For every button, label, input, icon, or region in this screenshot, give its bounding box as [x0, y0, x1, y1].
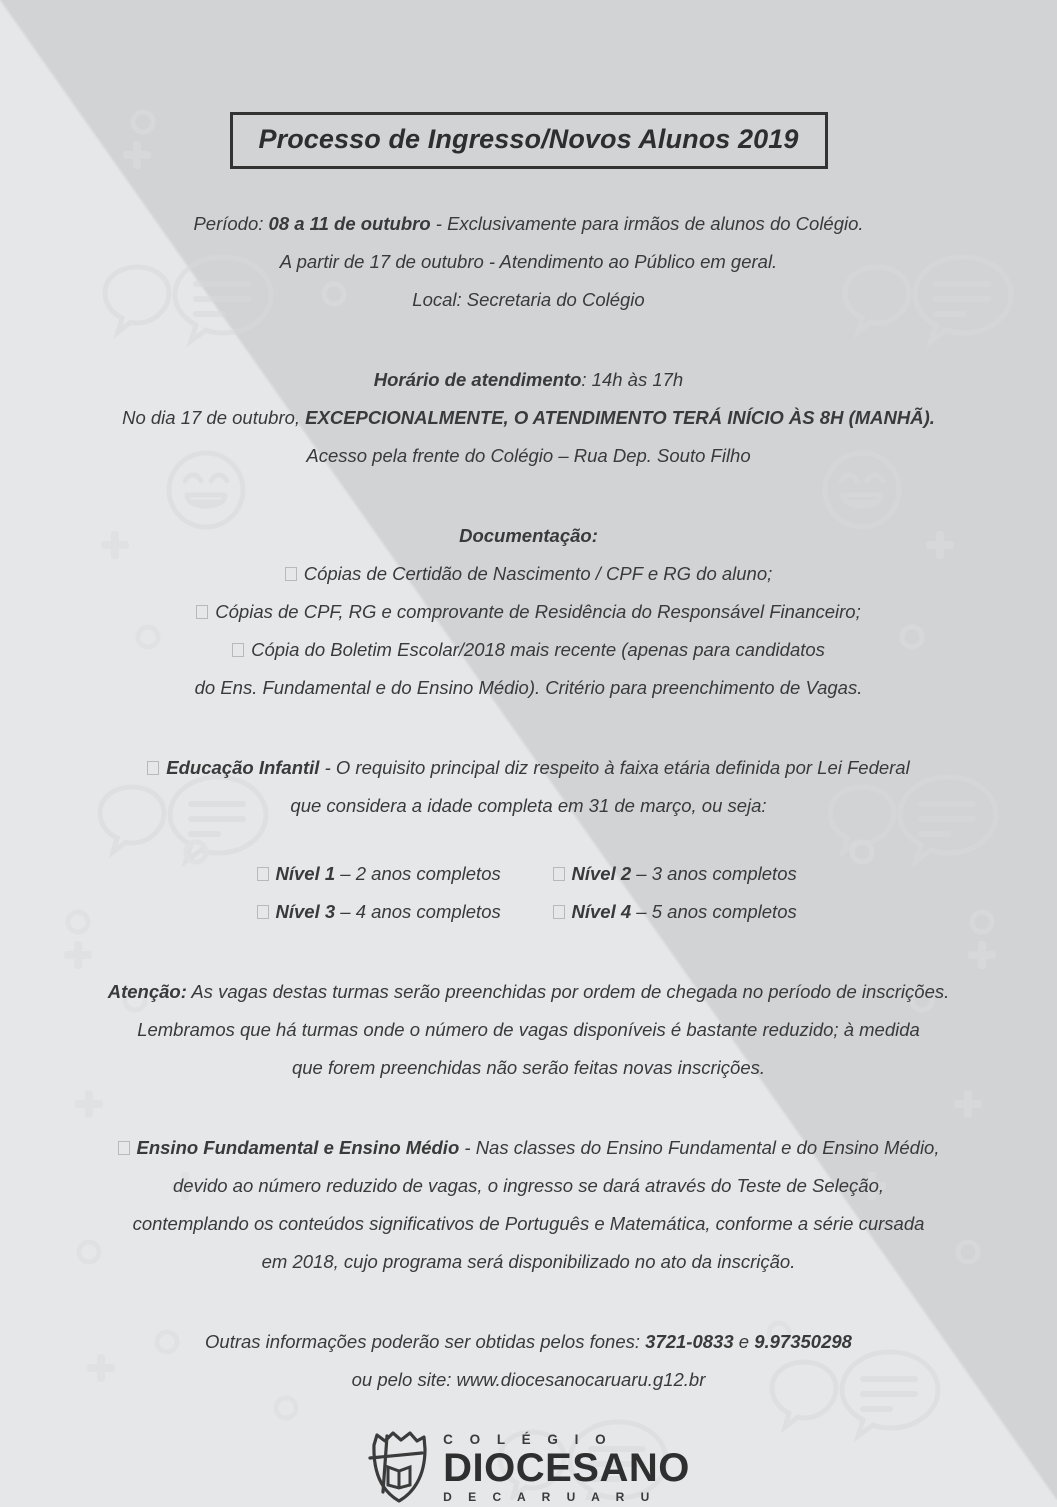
- ensino-line-3: contemplando os conteúdos significativos de Português e Matemática, conforme a série cursada: [132, 1213, 925, 1234]
- period-line-2: A partir de 17 de outubro - Atendimento ao Público em geral.: [279, 251, 778, 272]
- schedule-line-3: Acesso pela frente do Colégio – Rua Dep. Souto Filho: [306, 445, 751, 466]
- nivel-3-desc: – 4 anos completos: [340, 901, 501, 922]
- checkbox-icon: [257, 867, 269, 881]
- contact-phone-1[interactable]: 3721-0833: [645, 1331, 734, 1352]
- nivel-item-4: [553, 893, 801, 931]
- page-title-box: [230, 112, 828, 169]
- niveis-row-1: [257, 855, 801, 893]
- niveis-grid: [257, 855, 801, 931]
- period-line-1: [0, 205, 1057, 243]
- nivel-4-desc: – 5 anos completos: [636, 901, 797, 922]
- period-label: Período:: [193, 213, 264, 234]
- checkbox-icon: [553, 905, 565, 919]
- logo-wordmark: [443, 1433, 690, 1504]
- documentation-item-3-text: Cópia do Boletim Escolar/2018 mais recente (apenas para candidatos: [251, 639, 825, 660]
- educacao-infantil-line-2: que considera a idade completa em 31 de março, ou seja:: [290, 795, 767, 816]
- nivel-2-name: Nível 2: [571, 863, 632, 884]
- ensino-line-2: devido ao número reduzido de vagas, o ingresso se dará através do Teste de Seleção,: [173, 1175, 884, 1196]
- educacao-infantil-block: [0, 749, 1057, 931]
- school-logo: [0, 1429, 1057, 1507]
- niveis-row-2: [257, 893, 801, 931]
- educacao-infantil-line-1: [0, 749, 1057, 787]
- atencao-line-2: Lembramos que há turmas onde o número de vagas disponíveis é bastante reduzido; à medida: [137, 1019, 920, 1040]
- nivel-2-desc: – 3 anos completos: [636, 863, 797, 884]
- nivel-item-2: [553, 855, 801, 893]
- contact-website[interactable]: ou pelo site: www.diocesanocaruaru.g12.br: [351, 1369, 706, 1390]
- documentation-item-1: [0, 555, 1057, 593]
- nivel-item-3: [257, 893, 505, 931]
- documentation-item-2: [0, 593, 1057, 631]
- period-dates: 08 a 11 de outubro: [268, 213, 431, 234]
- period-block: [0, 205, 1057, 319]
- nivel-4-name: Nível 4: [571, 901, 632, 922]
- nivel-1-desc: – 2 anos completos: [340, 863, 501, 884]
- ensino-block: [0, 1129, 1057, 1281]
- checkbox-icon: [257, 905, 269, 919]
- documentation-item-3-continued: do Ens. Fundamental e do Ensino Médio). Critério para preenchimento de Vagas.: [194, 677, 863, 698]
- educacao-infantil-label: Educação Infantil: [166, 757, 320, 778]
- educacao-infantil-text: - O requisito principal diz respeito à faixa etária definida por Lei Federal: [324, 757, 910, 778]
- logo-main-text: DIOCESANO: [443, 1446, 690, 1491]
- documentation-heading: Documentação:: [459, 525, 598, 546]
- atencao-line-1: [0, 973, 1057, 1011]
- atencao-line-3: que forem preenchidas não serão feitas novas inscrições.: [291, 1057, 766, 1078]
- atencao-text: As vagas destas turmas serão preenchidas por ordem de chegada no período de inscrições.: [191, 981, 950, 1002]
- schedule-line-2: [0, 399, 1057, 437]
- documentation-item-1-text: Cópias de Certidão de Nascimento / CPF e RG do aluno;: [303, 563, 773, 584]
- checkbox-icon: [232, 643, 244, 657]
- documentation-block: [0, 517, 1057, 707]
- ensino-line-4: em 2018, cujo programa será disponibilizado no ato da inscrição.: [261, 1251, 796, 1272]
- contact-prefix: Outras informações poderão ser obtidas pelos fones:: [205, 1331, 641, 1352]
- ensino-text: - Nas classes do Ensino Fundamental e do Ensino Médio,: [464, 1137, 940, 1158]
- contact-conjunction: e: [738, 1331, 750, 1352]
- checkbox-icon: [553, 867, 565, 881]
- nivel-1-name: Nível 1: [275, 863, 336, 884]
- atencao-block: [0, 973, 1057, 1087]
- schedule-exception-notice: EXCEPCIONALMENTE, O ATENDIMENTO TERÁ INÍCIO ÀS 8H (MANHÃ).: [305, 407, 935, 428]
- period-line-3: Local: Secretaria do Colégio: [412, 289, 645, 310]
- ensino-label: Ensino Fundamental e Ensino Médio: [136, 1137, 460, 1158]
- schedule-hours: : 14h às 17h: [581, 369, 684, 390]
- schedule-block: [0, 361, 1057, 475]
- nivel-3-name: Nível 3: [275, 901, 336, 922]
- shield-crest-icon: [367, 1429, 431, 1507]
- period-note: - Exclusivamente para irmãos de alunos do Colégio.: [435, 213, 864, 234]
- schedule-line-1: [0, 361, 1057, 399]
- schedule-label: Horário de atendimento: [373, 369, 582, 390]
- atencao-label: Atenção:: [107, 981, 187, 1002]
- checkbox-icon: [118, 1141, 130, 1155]
- contact-block: [0, 1323, 1057, 1399]
- checkbox-icon: [285, 567, 297, 581]
- logo-bottom-text: D E C A R U A R U: [443, 1490, 656, 1505]
- logo-top-text: C O L É G I O: [443, 1431, 613, 1447]
- ensino-line-1: [0, 1129, 1057, 1167]
- documentation-item-3: [0, 631, 1057, 669]
- contact-phone-2[interactable]: 9.97350298: [754, 1331, 852, 1352]
- checkbox-icon: [147, 761, 159, 775]
- checkbox-icon: [196, 605, 208, 619]
- nivel-item-1: [257, 855, 505, 893]
- documentation-item-2-text: Cópias de CPF, RG e comprovante de Residência do Responsável Financeiro;: [215, 601, 861, 622]
- contact-line-1: [0, 1323, 1057, 1361]
- page-title: Processo de Ingresso/Novos Alunos 2019: [258, 124, 799, 154]
- schedule-exception-prefix: No dia 17 de outubro,: [122, 407, 301, 428]
